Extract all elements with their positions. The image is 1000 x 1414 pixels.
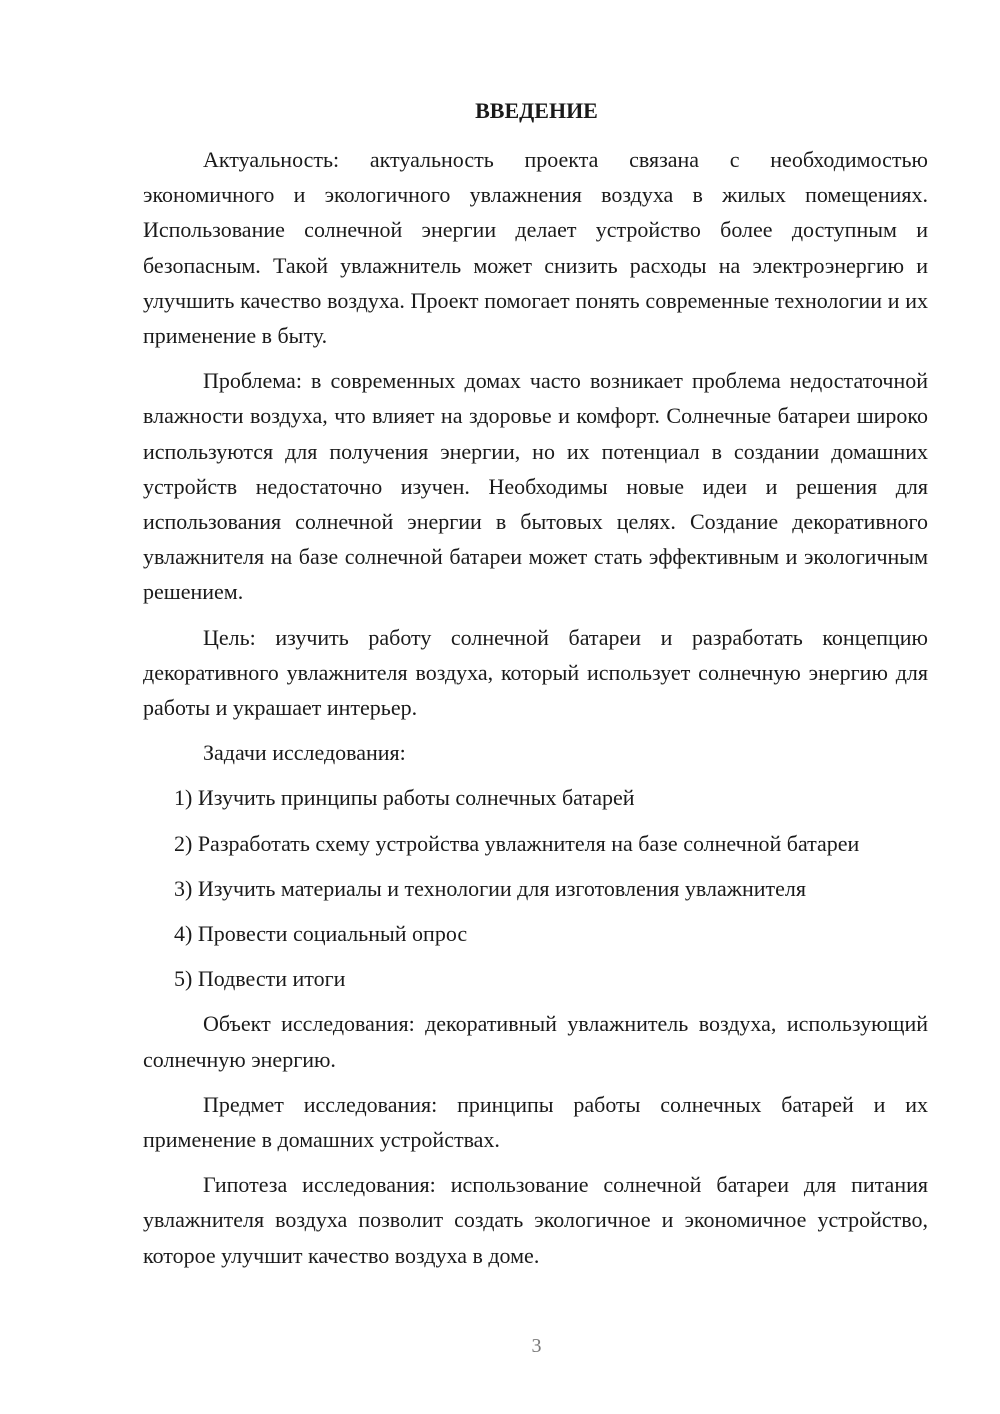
paragraph-relevance: Актуальность: актуальность проекта связана с необходимостью экономичного и экологичного увлажнения воздуха в жилых помещениях. Использование солнечной энергии делает устройство более доступным и безопасным. Такой увлажнитель может снизить расходы на электроэнергию и улучшить качество воздуха. Проект помогает понять современные технологии и их применение в быту. bbox=[143, 147, 928, 349]
task-item-4: 4) Провести социальный опрос bbox=[174, 921, 468, 947]
task-item-1: 1) Изучить принципы работы солнечных батарей bbox=[174, 785, 635, 811]
task-item-3: 3) Изучить материалы и технологии для изготовления увлажнителя bbox=[174, 875, 806, 901]
paragraph-object: Объект исследования: декоративный увлажнитель воздуха, использующий солнечную энергию. bbox=[143, 1011, 928, 1072]
paragraph-hypothesis: Гипотеза исследования: использование солнечной батареи для питания увлажнителя воздуха позволит создать экологичное и экономичное устройство, которое улучшит качество воздуха в доме. bbox=[143, 1172, 928, 1268]
page-number: 3 bbox=[531, 1335, 542, 1357]
task-item-5: 5) Подвести итоги bbox=[174, 966, 346, 992]
page-title: ВВЕДЕНИЕ bbox=[475, 98, 598, 123]
paragraph-goal: Цель: изучить работу солнечной батареи и разработать концепцию декоративного увлажнителя воздуха, который использует солнечную энергию для работы и украшает интерьер. bbox=[143, 624, 928, 721]
paragraph-tasks-heading: Задачи исследования: bbox=[203, 740, 406, 766]
paragraph-subject: Предмет исследования: принципы работы солнечных батарей и их применение в домашних устройствах. bbox=[143, 1091, 928, 1153]
paragraph-problem: Проблема: в современных домах часто возникает проблема недостаточной влажности воздуха, что влияет на здоровье и комфорт. Солнечные батареи широко используются для получения энергии, но их потенциал в создании домашних устройств недостаточно изучен. Необходимы новые идеи и решения для использования солнечной энергии в бытовых целях. Создание декоративного увлажнителя на базе солнечной батареи может стать эффективным и экологичным решением. bbox=[143, 368, 928, 605]
document-body bbox=[143, 142, 928, 1273]
task-item-2: 2) Разработать схему устройства увлажнителя на базе солнечной батареи bbox=[174, 830, 860, 856]
